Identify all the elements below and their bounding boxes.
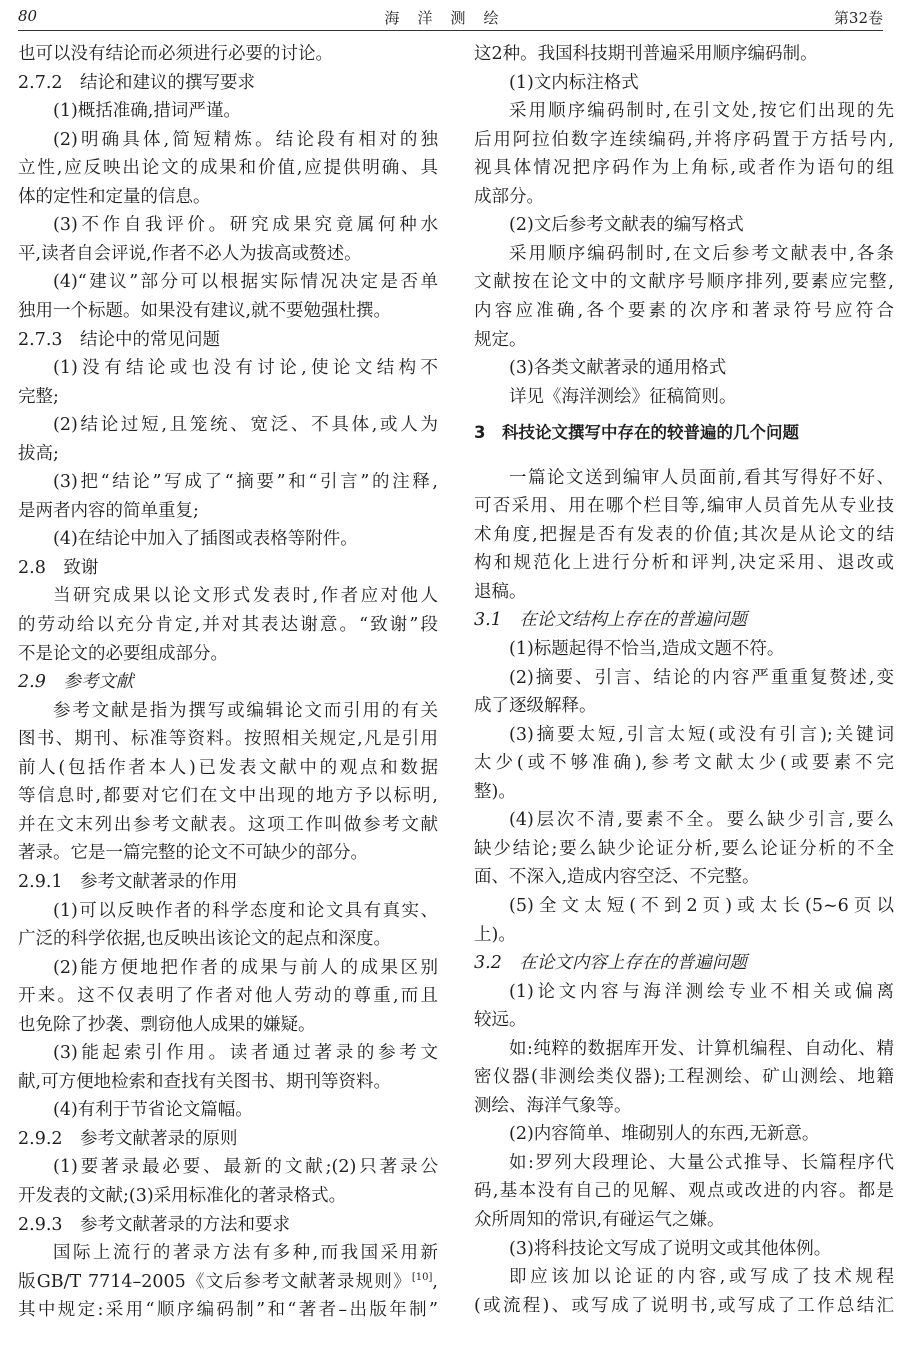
text-line: 采用顺序编码制时,在文后参考文献表中,各条 <box>509 243 894 264</box>
text-line: (4)在结论中加入了插图或表格等附件。 <box>53 529 358 550</box>
volume-label: 第32卷 <box>833 9 883 27</box>
section-heading: 3.1 在论文结构上存在的普遍问题 <box>474 610 747 631</box>
text-line: (1)要著录最必要、最新的文献;(2)只著录公 <box>53 1157 438 1178</box>
text-line: 版GB/T 7714–2005《文后参考文献著录规则》[10], <box>18 1271 438 1292</box>
text-line: (3)能起索引作用。读者通过著录的参考文 <box>53 1043 438 1064</box>
text-line: 前人(包括作者本人)已发表文献中的观点和数据 <box>18 757 438 778</box>
text-line: 并在文末列出参考文献表。这项工作叫做参考文献 <box>18 814 438 835</box>
text-line: 这2种。我国科技期刊普遍采用顺序编码制。 <box>474 44 818 64</box>
text-line: (2)文后参考文献表的编写格式 <box>509 215 744 236</box>
text-line: (1)概括准确,措词严谨。 <box>53 101 241 122</box>
section-heading: 2.8 致谢 <box>18 557 99 578</box>
text-line: (2)摘要、引言、结论的内容严重重复赘述,变 <box>509 667 894 688</box>
text-line: (4)层次不清,要素不全。要么缺少引言,要么 <box>509 810 894 831</box>
text-line: 采用顺序编码制时,在引文处,按它们出现的先 <box>509 101 894 122</box>
text-line: 成了逐级解释。 <box>474 696 597 717</box>
text-line: (5)全文太短(不到2页)或太长(5~6页以 <box>509 895 894 916</box>
section-heading: 2.9 参考文献 <box>18 672 134 693</box>
text-line: (3)各类文献著录的通用格式 <box>509 358 727 379</box>
text-line: (2)能方便地把作者的成果与前人的成果区别 <box>53 957 438 978</box>
text-line: (3)摘要太短,引言太短(或没有引言);关键词 <box>509 724 894 745</box>
section-heading: 2.9.1 参考文献著录的作用 <box>18 871 238 892</box>
text-line: 退稿。 <box>474 581 527 602</box>
text-line: (3)把“结论”写成了“摘要”和“引言”的注释, <box>53 472 438 493</box>
text-line: (4)有利于节省论文篇幅。 <box>53 1100 253 1121</box>
text-line: 广泛的科学依据,也反映出该论文的起点和深度。 <box>18 929 392 950</box>
text-line: 文献按在论文中的文献序号顺序排列,要素应完整, <box>474 272 894 293</box>
text-line: 一篇论文送到编审人员面前,看其写得好不好、 <box>509 467 894 488</box>
text-line: (1)没有结论或也没有讨论,使论文结构不 <box>53 358 438 379</box>
citation-marker: [10] <box>411 1271 433 1283</box>
text-line: 上)。 <box>474 924 516 945</box>
text-line: (1)文内标注格式 <box>509 72 639 93</box>
text-line: 整)。 <box>474 781 516 802</box>
text-line: 图书、期刊、标准等资料。按照相关规定,凡是引用 <box>18 729 438 750</box>
text-line: 参考文献是指为撰写或编辑论文而引用的有关 <box>53 700 438 721</box>
text-line: 测绘、海洋气象等。 <box>474 1095 632 1116</box>
text-line: (1)标题起得不恰当,造成文题不符。 <box>509 639 785 659</box>
section-heading: 2.9.2 参考文献著录的原则 <box>18 1128 238 1149</box>
text-line: 内容应准确,各个要素的次序和著录符号应符合 <box>474 300 894 321</box>
text-line: 国际上流行的著录方法有多种,而我国采用新 <box>53 1243 438 1264</box>
text-line: 等信息时,都要对它们在文中出现的地方予以标明, <box>18 786 438 807</box>
text-line: 密仪器(非测绘类仪器);工程测绘、矿山测绘、地籍 <box>474 1067 894 1088</box>
text-line: 也可以没有结论而必须进行必要的讨论。 <box>18 44 333 64</box>
journal-title: 海洋测绘 <box>384 9 517 27</box>
section-heading: 2.9.3 参考文献著录的方法和要求 <box>18 1214 291 1235</box>
text-line: (3)不作自我评价。研究成果究竟属何种水 <box>53 215 438 236</box>
text-line: 完整; <box>18 386 59 407</box>
text-line: 如:纯粹的数据库开发、计算机编程、自动化、精 <box>509 1038 894 1059</box>
text-line: 体的定性和定量的信息。 <box>18 186 211 207</box>
text-line: 平,读者自会评说,作者不必人为拔高或赘述。 <box>18 243 362 264</box>
text-line: 拔高; <box>18 443 59 464</box>
text-line: 后用阿拉伯数字连续编码,并将序码置于方括号内, <box>474 129 894 150</box>
text-line: 可否采用、用在哪个栏目等,编审人员首先从专业技 <box>474 496 894 517</box>
text-line: 立性,应反映出论文的成果和价值,应提供明确、具 <box>18 158 438 179</box>
text-line: 也免除了抄袭、剽窃他人成果的嫌疑。 <box>18 1014 316 1035</box>
text-line: 太少(或不够准确),参考文献太少(或要素不完 <box>474 753 894 774</box>
text-line: (2)明确具体,简短精炼。结论段有相对的独 <box>53 129 438 150</box>
text-line: 码,基本没有自己的见解、观点或改进的内容。都是 <box>474 1181 894 1202</box>
text-line: 视具体情况把序码作为上角标,或者作为语句的组 <box>474 158 894 179</box>
text-line: 规定。 <box>474 329 527 350</box>
text-line: (2)内容简单、堆砌别人的东西,无新意。 <box>509 1124 820 1145</box>
text-line: 即应该加以论证的内容,或写成了技术规程 <box>509 1267 894 1288</box>
text-line: (2)结论过短,且笼统、宽泛、不具体,或人为 <box>53 415 438 436</box>
text-line: 是两者内容的简单重复; <box>18 500 199 521</box>
running-header <box>18 0 883 31</box>
text-line: 如:罗列大段理论、大量公式推导、长篇程序代 <box>509 1152 894 1173</box>
text-line: 其中规定:采用“顺序编码制”和“著者–出版年制” <box>18 1300 438 1321</box>
text-line: (3)将科技论文写成了说明文或其他体例。 <box>509 1238 832 1259</box>
text-line: 众所周知的常识,有碰运气之嫌。 <box>474 1210 725 1230</box>
text-line: 当研究成果以论文形式发表时,作者应对他人 <box>53 586 438 607</box>
text-line: 构和规范化上进行分析和评判,决定采用、退改或 <box>474 553 894 574</box>
text-line: 开发表的文献;(3)采用标准化的著录格式。 <box>18 1186 347 1206</box>
section-heading: 2.7.3 结论中的常见问题 <box>18 329 221 350</box>
section-heading: 3 科技论文撰写中存在的较普遍的几个问题 <box>474 423 799 443</box>
text-line: 独用一个标题。如果没有建议,就不要勉强杜撰。 <box>18 300 392 321</box>
text-line: (1)论文内容与海洋测绘专业不相关或偏离 <box>509 981 894 1002</box>
text-line: 不是论文的必要组成部分。 <box>18 643 228 664</box>
text-line: (4)“建议”部分可以根据实际情况决定是否单 <box>53 272 438 293</box>
text-line: 的劳动给以充分肯定,并对其表达谢意。“致谢”段 <box>18 615 438 635</box>
text-line: (或流程)、或写成了说明书,或写成了工作总结汇 <box>474 1295 894 1316</box>
text-line: (1)可以反映作者的科学态度和论文具有真实、 <box>53 900 438 921</box>
text-line: 开来。这不仅表明了作者对他人劳动的尊重,而且 <box>18 986 438 1007</box>
text-line: 术角度,把握是否有发表的价值;其次是从论文的结 <box>474 524 894 545</box>
text-line: 著录。它是一篇完整的论文不可缺少的部分。 <box>18 843 368 864</box>
text-line: 详见《海洋测绘》征稿简则。 <box>509 386 737 407</box>
text-line: 缺少结论;要么缺少论证分析,要么论证分析的不全 <box>474 838 894 859</box>
section-heading: 3.2 在论文内容上存在的普遍问题 <box>474 953 747 974</box>
text-line: 献,可方便地检索和查找有关图书、期刊等资料。 <box>18 1071 392 1092</box>
page-number: 80 <box>18 7 38 25</box>
text-line: 较远。 <box>474 1010 527 1031</box>
section-heading: 2.7.2 结论和建议的撰写要求 <box>18 72 256 93</box>
text-line: 成部分。 <box>474 186 544 207</box>
text-line: 面、不深入,造成内容空泛、不完整。 <box>474 867 760 888</box>
